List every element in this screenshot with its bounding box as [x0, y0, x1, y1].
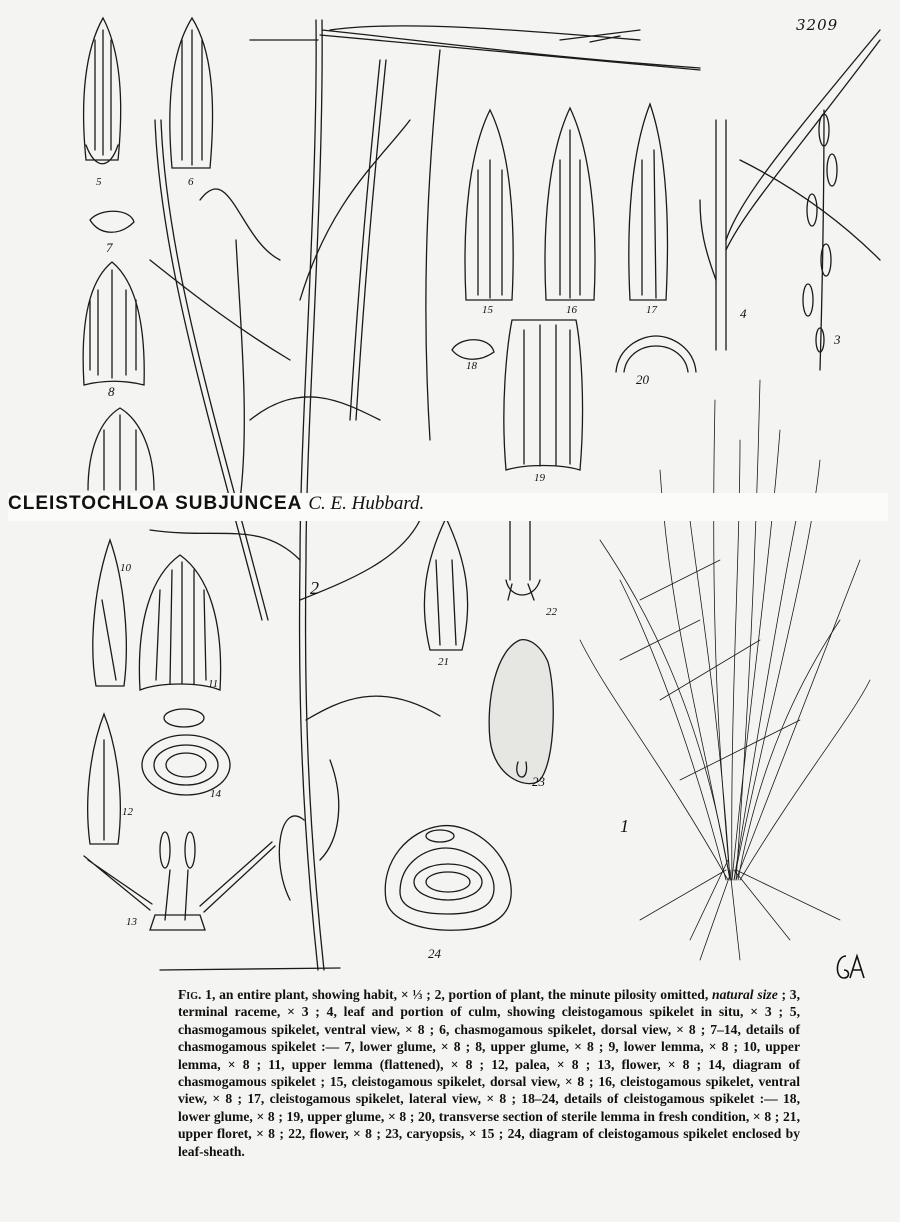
figure-label-16: 16	[566, 304, 577, 316]
figure-13-flower-drawing	[84, 832, 275, 930]
figure-label-24: 24	[428, 946, 441, 961]
figure-label-13: 13	[126, 916, 137, 928]
figure-20-transverse-section-drawing	[616, 336, 696, 372]
figure-label-2: 2	[310, 578, 319, 598]
figure-label-18: 18	[466, 360, 477, 372]
figure-label-23: 23	[532, 774, 545, 789]
figure-9-lower-lemma-drawing	[88, 408, 154, 490]
figure-label-7: 7	[106, 240, 113, 255]
figure-18-lower-glume-drawing	[452, 340, 494, 360]
figure-8-upper-glume-drawing	[83, 262, 144, 385]
figure-label-21: 21	[438, 656, 449, 668]
figure-11-upper-lemma-flattened-drawing	[139, 555, 220, 690]
caption-text-b: ; 3, terminal raceme, × 3 ; 4, leaf and portion of culm, showing cleistogamous spikelet in situ, × 3 ; 5, chasmogamous spikelet, ventral view, × 8 ; 6, chasmogamous spikelet, dorsal view, × 8 ; 7–14, details of chasmogamous spikelet :— 7, lower glume, × 8 ; 8, upper glume, × 8 ; 9, lower lemma, × 8 ; 10, upper lemma, × 8 ; 11, upper lemma (flattened), × 8 ; 12, palea, × 8 ; 13, flower, × 8 ; 14, diagram of chasmogamous spikelet ; 15, cleistogamous spikelet, dorsal view, × 8 ; 16, cleistogamous spikelet, ventral view, × 8 ; 17, cleistogamous spikelet, lateral view, × 8 ; 18–24, details of cleistogamous spikelet :— 18, lower glume, × 8 ; 19, upper glume, × 8 ; 20, transverse section of sterile lemma in fresh condition, × 8 ; 21, upper floret, × 8 ; 22, flower, × 8 ; 23, caryopsis, × 15 ; 24, diagram of cleistogamous spikelet enclosed by leaf-sheath.	[178, 987, 800, 1159]
figure-17-spikelet-drawing	[629, 104, 668, 300]
figure-label-17: 17	[646, 304, 657, 316]
figure-5-spikelet-drawing	[84, 18, 121, 164]
figure-21-upper-floret-drawing	[424, 518, 467, 650]
caption-text-a: 1, an entire plant, showing habit, × ⅓ ; 2, portion of plant, the minute pilosity omitted,	[205, 987, 709, 1002]
figure-label-22: 22	[546, 606, 557, 618]
figure-16-spikelet-drawing	[545, 108, 595, 300]
figure-caption	[178, 986, 800, 1160]
figure-7-lower-glume-drawing	[90, 211, 134, 232]
figure-12-palea-drawing	[88, 714, 121, 844]
figure-6-spikelet-drawing	[170, 18, 213, 168]
figure-label-3: 3	[834, 332, 841, 347]
species-title	[8, 493, 888, 521]
artist-monogram-icon	[830, 952, 870, 982]
figure-label-15: 15	[482, 304, 493, 316]
caption-fig-word: Fig.	[178, 987, 202, 1002]
figure-label-4: 4	[740, 306, 747, 321]
species-author: C. E. Hubbard.	[308, 493, 425, 514]
figure-label-6: 6	[188, 176, 194, 188]
caption-natural-size: natural size	[712, 987, 778, 1002]
figure-label-14: 14	[210, 788, 221, 800]
figure-label-12: 12	[122, 806, 133, 818]
figure-label-10: 10	[120, 562, 131, 574]
figure-15-spikelet-drawing	[465, 110, 513, 300]
figure-4-leaf-culm-drawing	[700, 30, 880, 350]
figure-label-1: 1	[620, 816, 629, 836]
figure-14-diagram-drawing	[142, 709, 230, 795]
figure-label-11: 11	[208, 678, 219, 690]
figure-label-5: 5	[96, 176, 102, 188]
figure-label-19: 19	[534, 472, 545, 484]
figure-24-diagram-drawing	[385, 826, 511, 931]
plate-number: 3209	[796, 16, 839, 34]
figure-19-upper-glume-drawing	[504, 320, 583, 470]
figure-label-20: 20	[636, 372, 649, 387]
figure-1-whole-plant-drawing	[580, 380, 870, 960]
figure-23-caryopsis-drawing	[489, 640, 553, 784]
figure-label-8: 8	[108, 384, 115, 399]
species-name: CLEISTOCHLOA SUBJUNCEA	[8, 493, 303, 514]
figure-3-raceme-drawing	[803, 110, 837, 370]
